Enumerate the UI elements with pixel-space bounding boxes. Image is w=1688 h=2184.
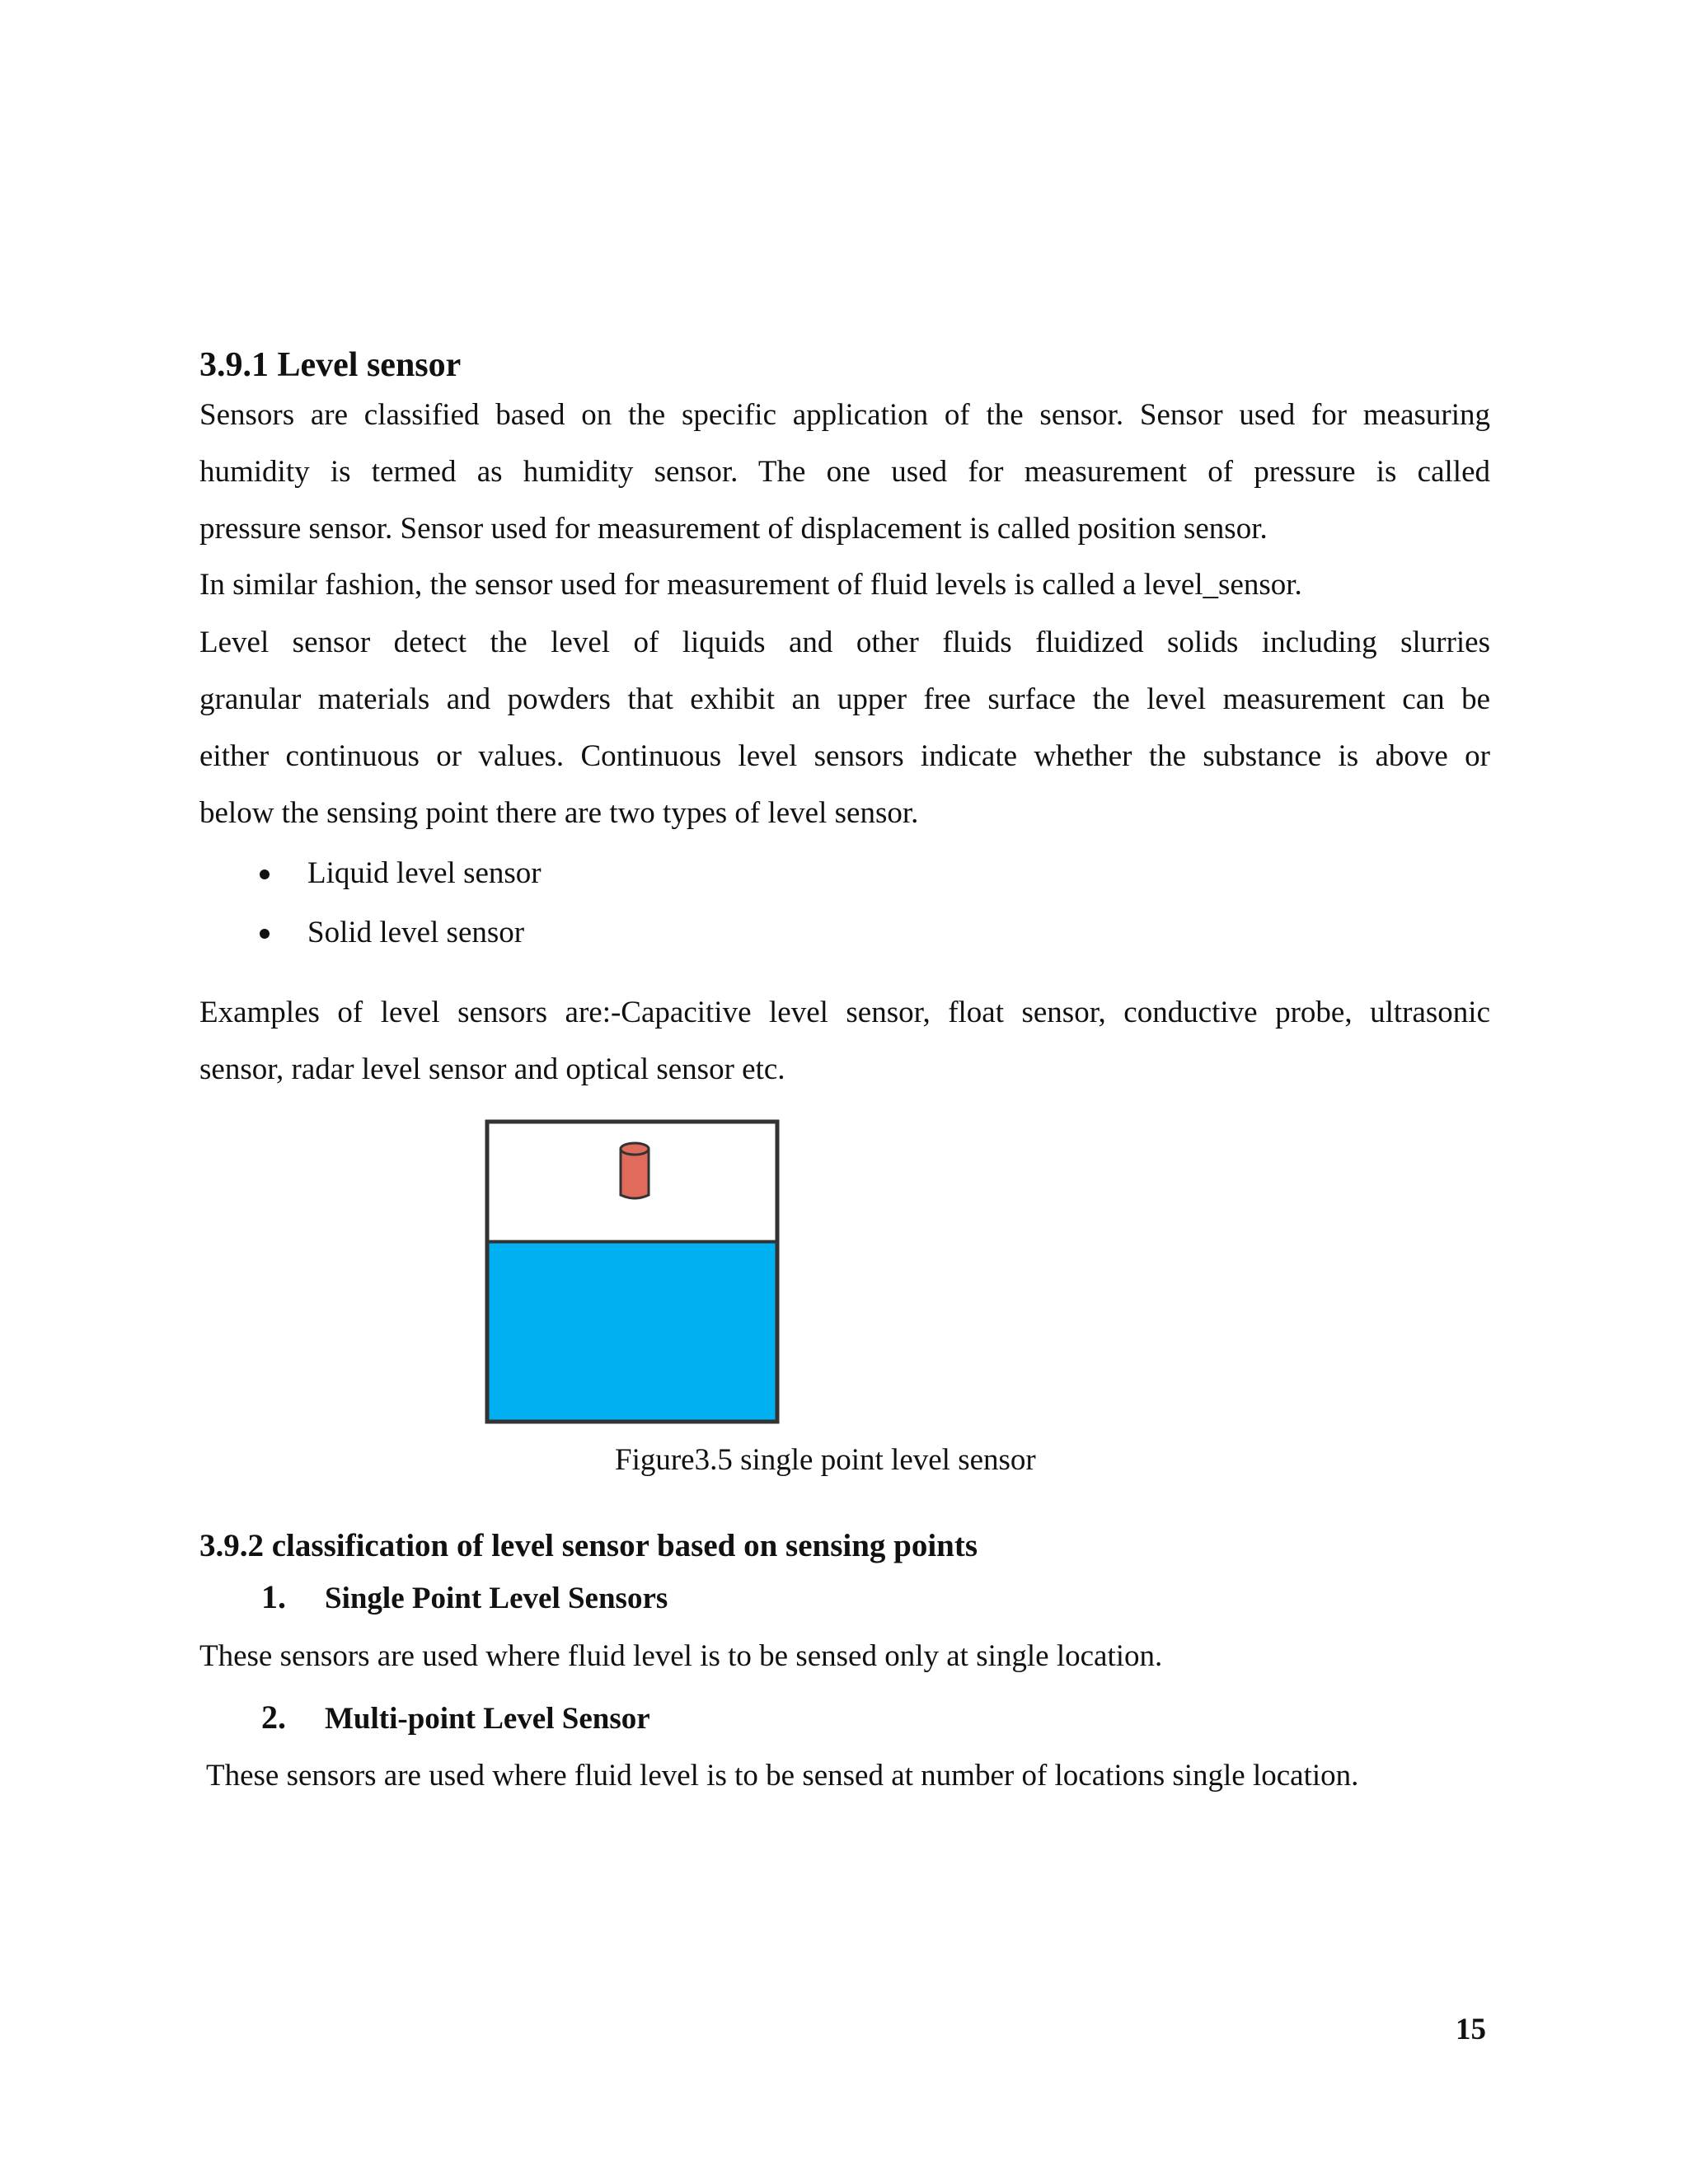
sensor-icon xyxy=(621,1143,649,1198)
bullet-icon xyxy=(260,929,270,939)
paragraph-line: granular materials and powders that exhibit an upper free surface the level measurement can be xyxy=(199,682,1490,716)
paragraph-sensor-classification xyxy=(199,387,1490,557)
paragraph-line: either continuous or values. Continuous level sensors indicate whether the substance is above or xyxy=(199,739,1490,773)
paragraph-line: sensor, radar level sensor and optical sensor etc. xyxy=(199,1052,785,1086)
paragraph-level-sensor-detection xyxy=(199,614,1490,841)
list-number: 2. xyxy=(261,1699,286,1736)
paragraph-line: below the sensing point there are two types of level sensor. xyxy=(199,796,919,830)
list-number: 1. xyxy=(261,1578,286,1615)
liquid-fill xyxy=(487,1242,777,1422)
paragraph-line: Level sensor detect the level of liquids and other fluids fluidized solids including slurries xyxy=(199,626,1490,659)
bullet-item: Solid level sensor xyxy=(307,916,525,949)
description-single-point: These sensors are used where fluid level is to be sensed only at single location. xyxy=(199,1639,1163,1673)
description-multi-point: These sensors are used where fluid level is to be sensed at number of locations single location. xyxy=(206,1759,1359,1793)
bullet-icon xyxy=(260,869,270,879)
paragraph-line: Sensors are classified based on the specific application of the sensor. Sensor used for measuring xyxy=(199,398,1490,432)
section-heading-3-9-2: 3.9.2 classification of level sensor based on sensing points xyxy=(199,1528,978,1563)
level-sensor-figure xyxy=(485,1119,781,1426)
paragraph-line: pressure sensor. Sensor used for measurement of displacement is called position sensor. xyxy=(199,512,1268,546)
section-heading-3-9-1: 3.9.1 Level sensor xyxy=(199,346,462,384)
paragraph-line: Examples of level sensors are:-Capacitive level sensor, float sensor, conductive probe, ultrasonic xyxy=(199,996,1490,1029)
page-number: 15 xyxy=(1456,2013,1486,2046)
subheading-single-point: Single Point Level Sensors xyxy=(325,1582,668,1615)
paragraph-line: humidity is termed as humidity sensor. The one used for measurement of pressure is called xyxy=(199,455,1490,489)
paragraph-level-sensor-definition: In similar fashion, the sensor used for measurement of fluid levels is called a level_sensor. xyxy=(199,568,1302,602)
bullet-item: Liquid level sensor xyxy=(307,856,542,890)
paragraph-examples xyxy=(199,984,1490,1098)
subheading-multi-point: Multi-point Level Sensor xyxy=(325,1702,650,1736)
figure-caption: Figure3.5 single point level sensor xyxy=(615,1443,1036,1477)
